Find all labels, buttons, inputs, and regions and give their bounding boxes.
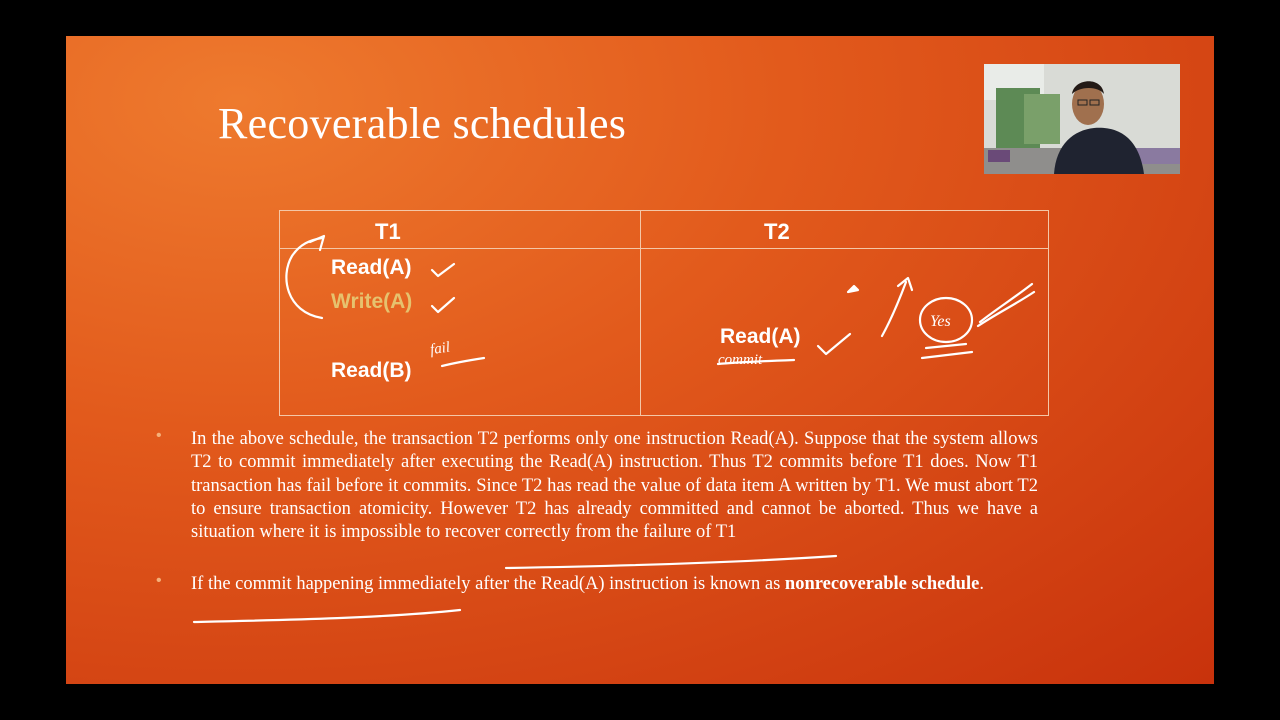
table-column-divider	[640, 211, 641, 415]
table-header-divider	[280, 248, 1048, 249]
column-header-t1: T1	[375, 219, 401, 244]
bullet-1-text-end: of T1	[696, 522, 737, 543]
underline-stroke	[506, 556, 836, 568]
bullet-dot-icon: •	[156, 427, 162, 444]
schedule-table	[279, 210, 1049, 416]
underline-stroke	[194, 610, 460, 622]
bullet-2-text-part: If the commit happening immediately after the Read(A) instruction is known as	[191, 574, 785, 594]
t1-op-write-a: Write(A)	[331, 290, 413, 313]
bullet-1-text	[191, 428, 1038, 544]
bullet-1-text-part: In the above schedule, the transaction T2 performs only one instruction Read(A). Suppose that the system allows T2 to commit immediately after executing the Read(A) instruction. Thus T2 commits before T1 does. Now T1 transaction has fail before it commits. Since T2 has read the value of data item A written by T1. We must abort T2 to ensure transaction atomicity. However T2 has already committed and cannot be aborted. Thus we have a situation where it is impossible to	[191, 429, 1038, 543]
slide-title: Recoverable schedules	[218, 99, 627, 148]
yes-annotation: Yes	[930, 313, 951, 330]
t1-op-read-a: Read(A)	[331, 256, 412, 279]
bullet-2-text-end: .	[979, 574, 984, 594]
bullet-2-text	[191, 573, 1038, 596]
presenter-webcam	[984, 64, 1180, 174]
bullet-dot-icon: •	[156, 572, 162, 589]
webcam-video-frame	[984, 64, 1180, 174]
commit-annotation: commit	[718, 352, 763, 368]
t2-op-read-a: Read(A)	[720, 325, 801, 348]
fail-annotation: fail	[429, 339, 452, 359]
bullet-1-underlined-phrase: recover correctly from the failure	[444, 522, 696, 543]
bullet-2-bold-term: nonrecoverable schedule	[784, 574, 980, 594]
t1-op-read-b: Read(B)	[331, 359, 412, 382]
column-header-t2: T2	[764, 219, 790, 244]
